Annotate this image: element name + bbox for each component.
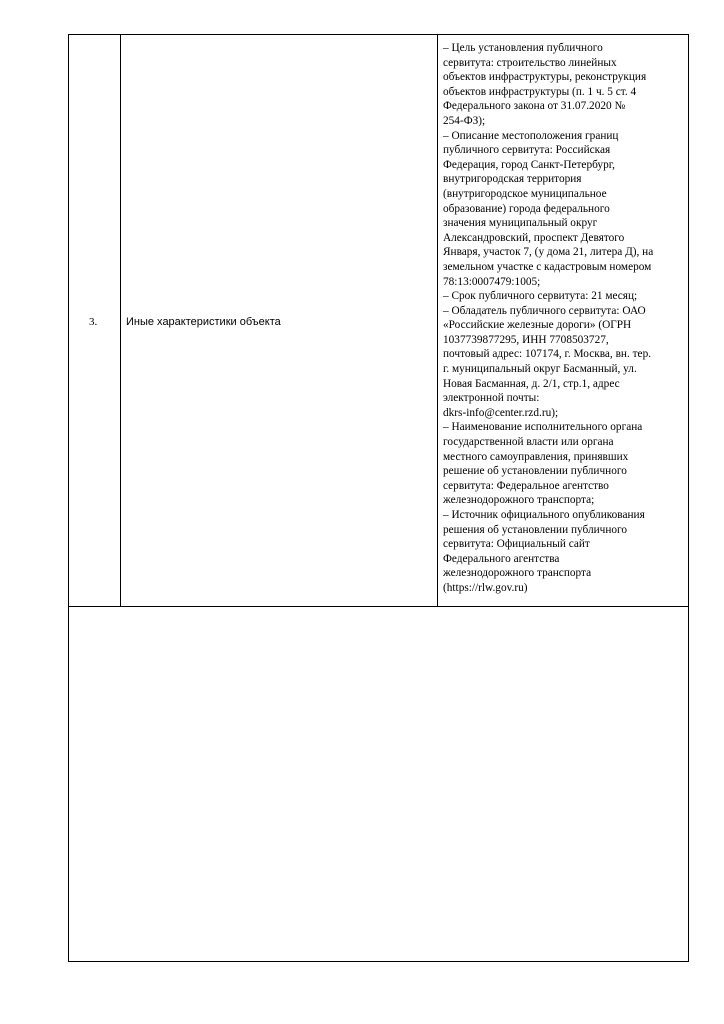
- value-line: 1037739877295, ИНН 7708503727,: [443, 333, 609, 346]
- value-line: – Источник официального опубликования: [443, 509, 645, 521]
- value-line: железнодорожного транспорта;: [443, 494, 595, 507]
- value-line: – Срок публичного сервитута: 21 месяц;: [443, 290, 638, 303]
- value-line: 78:13:0007479:1005;: [443, 275, 541, 288]
- value-line: Александровский, проспект Девятого: [443, 231, 625, 244]
- value-line: решения об установлении публичного: [443, 523, 628, 536]
- value-line: г. муниципальный округ Басманный, ул.: [443, 363, 637, 376]
- value-line: (https://rlw.gov.ru): [443, 581, 528, 594]
- value-line: Новая Басманная, д. 2/1, стр.1, адрес: [443, 377, 620, 390]
- value-line: публичного сервитута: Российская: [443, 144, 611, 157]
- empty-table-row: [69, 607, 688, 961]
- value-line: сервитута: Федеральное агентство: [443, 479, 609, 492]
- row-value-text: [443, 41, 689, 596]
- value-line: (внутригородское муниципальное: [443, 187, 607, 200]
- value-line: значения муниципальный округ: [443, 217, 598, 230]
- value-line: земельном участке с кадастровым номером: [443, 260, 652, 273]
- value-line: – Наименование исполнительного органа: [443, 421, 643, 434]
- value-line: объектов инфраструктуры (п. 1 ч. 5 ст. 4: [443, 85, 637, 98]
- row-value-cell: [438, 35, 688, 606]
- row-number: 3.: [89, 316, 98, 328]
- value-line: «Российские железные дороги» (ОГРН: [443, 319, 632, 332]
- value-line: Федерального агентства: [443, 552, 560, 565]
- value-line: Федерация, город Санкт-Петербург,: [443, 158, 615, 171]
- value-line: решение об установлении публичного: [443, 465, 627, 478]
- row-name-cell: [121, 35, 438, 606]
- row-number-cell: [69, 35, 121, 606]
- table-row: [69, 35, 688, 607]
- document-table: [68, 34, 689, 962]
- value-line: железнодорожного транспорта: [443, 567, 592, 580]
- value-line: – Описание местоположения границ: [443, 129, 619, 142]
- value-line: электронной почты:: [443, 392, 540, 405]
- value-line: – Цель установления публичного: [443, 42, 603, 54]
- value-line: внутригородская территория: [443, 173, 582, 186]
- value-line: 254-ФЗ);: [443, 114, 486, 127]
- value-line: Января, участок 7, (у дома 21, литера Д), на: [443, 246, 654, 259]
- value-line: объектов инфраструктуры, реконструкция: [443, 71, 647, 84]
- value-line: Федерального закона от 31.07.2020 №: [443, 100, 626, 113]
- value-line: – Обладатель публичного сервитута: ОАО: [443, 304, 646, 317]
- value-line: образование) города федерального: [443, 202, 610, 215]
- row-name: Иные характеристики объекта: [126, 316, 281, 328]
- value-line: сервитута: Официальный сайт: [443, 538, 590, 551]
- value-line: сервитута: строительство линейных: [443, 56, 617, 69]
- value-line: государственной власти или органа: [443, 436, 614, 449]
- value-line: dkrs-info@center.rzd.ru);: [443, 406, 559, 419]
- value-line: местного самоуправления, принявших: [443, 450, 629, 463]
- value-line: почтовый адрес: 107174, г. Москва, вн. тер.: [443, 348, 652, 361]
